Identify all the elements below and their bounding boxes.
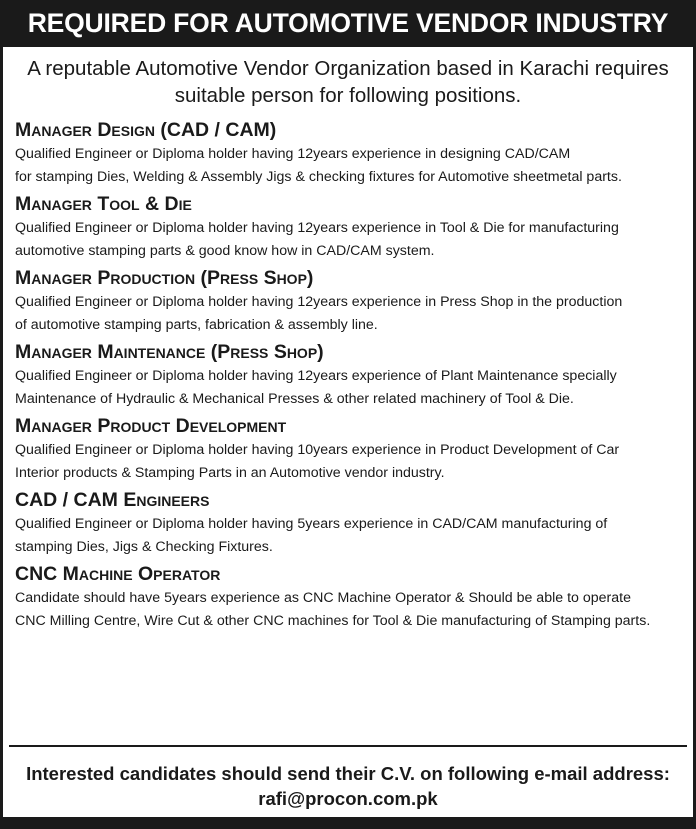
position-description [15, 365, 685, 410]
position-title: Manager Production (Press Shop) [15, 267, 314, 289]
position-title: Manager Product Development [15, 415, 287, 437]
position-cnc-machine-operator [15, 561, 685, 632]
description-line: Candidate should have 5years experience as CNC Machine Operator & Should be able to operate [15, 590, 631, 606]
position-manager-design [15, 117, 685, 188]
position-manager-maintenance [15, 339, 685, 410]
description-line: Qualified Engineer or Diploma holder having 12years experience in Tool & Die for manufacturing [15, 220, 619, 236]
divider [9, 745, 687, 747]
description-line: stamping Dies, Jigs & Checking Fixtures. [15, 538, 273, 555]
description-line: Maintenance of Hydraulic & Mechanical Presses & other related machinery of Tool & Die. [15, 390, 574, 407]
positions-list [15, 117, 693, 632]
intro-text [9, 55, 687, 109]
header-banner [3, 0, 693, 47]
position-cad-cam-engineers [15, 487, 685, 558]
intro-line: A reputable Automotive Vendor Organization based in Karachi requires [27, 57, 669, 80]
description-line: Qualified Engineer or Diploma holder having 12years experience of Plant Maintenance specially [15, 368, 617, 384]
description-line: Qualified Engineer or Diploma holder having 12years experience in designing CAD/CAM [15, 146, 571, 162]
position-title: Manager Tool & Die [15, 193, 192, 215]
position-description [15, 291, 685, 336]
position-description [15, 217, 685, 262]
contact-email[interactable]: rafi@procon.com.pk [258, 788, 438, 809]
position-description [15, 587, 685, 632]
contact-instruction: Interested candidates should send their C.V. on following e-mail address: [26, 763, 670, 784]
position-manager-product-development [15, 413, 685, 484]
position-title: Manager Maintenance (Press Shop) [15, 341, 324, 363]
position-description [15, 439, 685, 484]
description-line: CNC Milling Centre, Wire Cut & other CNC machines for Tool & Die manufacturing of Stamping parts. [15, 612, 651, 629]
description-line: Qualified Engineer or Diploma holder having 12years experience in Press Shop in the production [15, 294, 623, 310]
description-line: Qualified Engineer or Diploma holder having 10years experience in Product Development of Car [15, 442, 620, 458]
description-line: Interior products & Stamping Parts in an Automotive vendor industry. [15, 464, 445, 481]
position-description [15, 513, 685, 558]
description-line: of automotive stamping parts, fabrication & assembly line. [15, 316, 378, 333]
description-line: Qualified Engineer or Diploma holder having 5years experience in CAD/CAM manufacturing of [15, 516, 608, 532]
description-line: for stamping Dies, Welding & Assembly Jigs & checking fixtures for Automotive sheetmetal parts. [15, 168, 622, 185]
position-description [15, 143, 685, 188]
contact-footer [3, 761, 693, 811]
header-title: REQUIRED FOR AUTOMOTIVE VENDOR INDUSTRY [27, 8, 669, 38]
position-title: CAD / CAM Engineers [15, 489, 210, 511]
position-title: Manager Design (CAD / CAM) [15, 119, 277, 141]
position-title: CNC Machine Operator [15, 563, 221, 585]
position-manager-tool-die [15, 191, 685, 262]
description-line: automotive stamping parts & good know how in CAD/CAM system. [15, 242, 435, 259]
position-manager-production [15, 265, 685, 336]
intro-line: suitable person for following positions. [174, 84, 522, 107]
